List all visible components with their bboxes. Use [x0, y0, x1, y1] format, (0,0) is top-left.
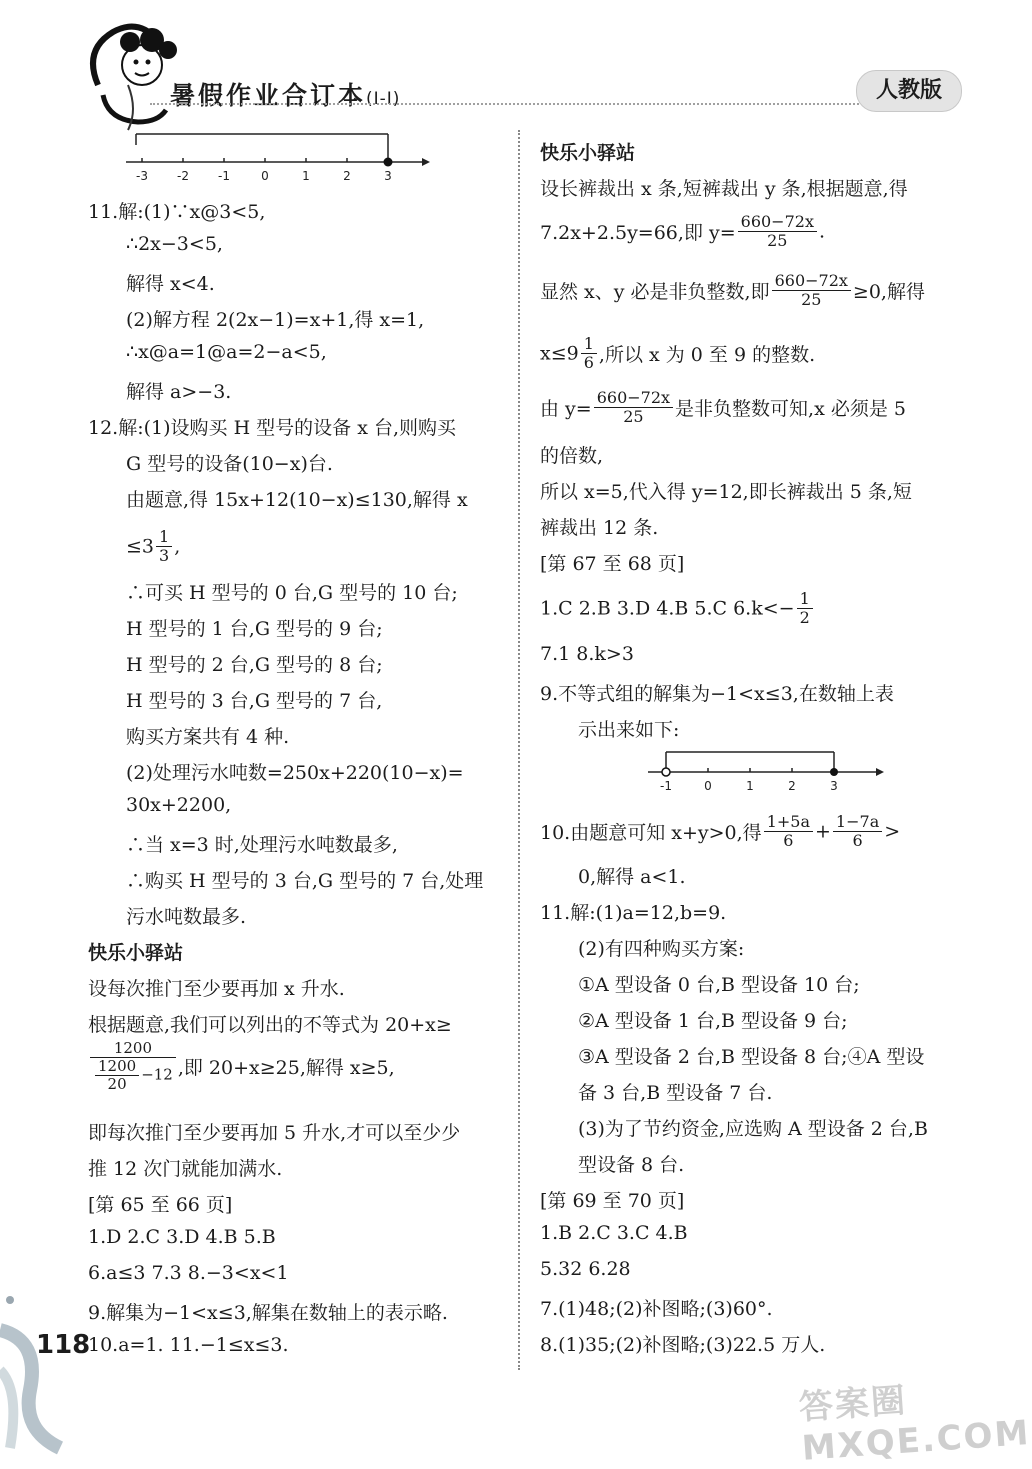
text-fragment: 7.2x+2.5y=66,即 y=: [540, 222, 736, 244]
text-line: [540, 272, 925, 309]
fraction-numerator: 1: [581, 335, 597, 354]
text-fragment: .: [818, 220, 826, 243]
fraction-numerator: 660−72x: [738, 213, 817, 232]
text-line: (2)解方程 2(2x−1)=x+1,得 x=1,: [126, 309, 425, 331]
inner-numerator: 1200: [95, 1058, 139, 1076]
number-line-top: [126, 130, 436, 185]
text-fragment: +: [815, 820, 831, 843]
watermark: 答案圈 MXQE.COM: [797, 1380, 1032, 1469]
text-fragment: 显然 x、y 必是非负整数,即: [540, 281, 770, 303]
section-heading: 快乐小驿站: [88, 942, 184, 964]
text-fragment: ≤3: [126, 535, 155, 558]
text-line: 12.解:(1)设购买 H 型号的设备 x 台,则购买: [88, 417, 457, 439]
page-header: [0, 0, 1000, 140]
text-fragment: >: [884, 820, 901, 843]
tick-label: 2: [788, 779, 796, 793]
text-line: ∴购买 H 型号的 3 台,G 型号的 7 台,处理: [126, 870, 484, 892]
tick-label: 3: [830, 779, 838, 793]
fraction: [738, 213, 817, 250]
fraction: [797, 590, 813, 627]
page-number: 118: [36, 1330, 91, 1360]
text-line: 设长裤裁出 x 条,短裤裁出 y 条,根据题意,得: [540, 178, 908, 200]
text-line: (2)有四种购买方案:: [578, 938, 745, 960]
text-line: 推 12 次门就能加满水.: [88, 1158, 283, 1180]
text-line: 10.a=1. 11.−1≤x≤3.: [88, 1334, 289, 1356]
fraction-numerator: 660−72x: [772, 272, 851, 291]
text-line: ②A 型设备 1 台,B 型设备 9 台;: [578, 1010, 848, 1032]
text-line: 所以 x=5,代入得 y=12,即长裤裁出 5 条,短: [540, 481, 912, 503]
text-line: 1.B 2.C 3.C 4.B: [540, 1222, 688, 1244]
fraction: [833, 813, 882, 850]
fraction: [581, 335, 597, 372]
text-line: 1.D 2.C 3.D 4.B 5.B: [88, 1226, 276, 1248]
section-heading: 快乐小驿站: [540, 142, 636, 164]
text-line: ∴x@a=1@a=2−a<5,: [126, 341, 327, 363]
text-line: 7.1 8.k>3: [540, 643, 634, 665]
text-line: 由题意,得 15x+12(10−x)≤130,解得 x: [126, 489, 468, 511]
tick-label: -2: [177, 169, 189, 183]
text-line: [88, 1040, 395, 1093]
text-line: 备 3 台,B 型设备 7 台.: [578, 1082, 773, 1104]
text-line: H 型号的 2 台,G 型号的 8 台;: [126, 654, 383, 676]
text-line: [540, 590, 815, 627]
text-line: 解得 x<4.: [126, 273, 215, 295]
fraction-numerator: 1+5a: [764, 813, 813, 832]
fraction-numerator: 1: [797, 590, 813, 609]
text-line: [540, 389, 906, 426]
tick-label: 1: [302, 169, 310, 183]
text-line: ∴2x−3<5,: [126, 233, 223, 255]
text-line: 6.a≤3 7.3 8.−3<x<1: [88, 1262, 289, 1284]
text-fragment: ,即 20+x≥25,解得 x≥5,: [177, 1057, 395, 1079]
text-line: 示出来如下:: [578, 719, 680, 741]
inner-fraction: [95, 1058, 139, 1093]
tick-label: 1: [746, 779, 754, 793]
text-line: 11.解:(1)∵x@3<5,: [88, 201, 266, 223]
text-line: 型设备 8 台.: [578, 1154, 685, 1176]
tick-label: 3: [384, 169, 392, 183]
fraction-denominator: 25: [623, 407, 644, 426]
text-line: 裤裁出 12 条.: [540, 517, 659, 539]
fraction-denominator: [90, 1058, 176, 1093]
fraction-denominator: 25: [767, 231, 788, 250]
fraction-numerator: 1−7a: [833, 813, 882, 832]
text-line: 根据题意,我们可以列出的不等式为 20+x≥: [88, 1014, 452, 1036]
fraction-numerator: 660−72x: [594, 389, 673, 408]
fraction: [764, 813, 813, 850]
text-line: [540, 213, 825, 250]
text-line: 即每次推门至少要再加 5 升水,才可以至少少: [88, 1122, 461, 1144]
text-line: 0,解得 a<1.: [578, 866, 686, 888]
text-fragment: ,所以 x 为 0 至 9 的整数.: [598, 344, 816, 366]
section-label: [第 65 至 66 页]: [88, 1194, 233, 1216]
fraction-denominator: 25: [801, 290, 822, 309]
text-line: ∴当 x=3 时,处理污水吨数最多,: [126, 834, 398, 856]
text-line: [540, 813, 900, 850]
fraction: [156, 528, 172, 565]
text-line: 9.不等式组的解集为−1<x≤3,在数轴上表: [540, 683, 894, 705]
compound-fraction: [90, 1040, 176, 1093]
text-line: 30x+2200,: [126, 794, 232, 816]
edition-badge: 人教版: [856, 70, 962, 112]
tick-label: -1: [660, 779, 672, 793]
text-line: 设每次推门至少要再加 x 升水.: [88, 978, 345, 1000]
text-fragment: ,: [174, 535, 181, 558]
text-line: 5.32 6.28: [540, 1258, 631, 1280]
text-line: H 型号的 1 台,G 型号的 9 台;: [126, 618, 383, 640]
text-line: G 型号的设备(10−x)台.: [126, 453, 333, 475]
text-line: 11.解:(1)a=12,b=9.: [540, 902, 727, 924]
column-divider: [518, 130, 520, 1370]
tick-label: 0: [704, 779, 712, 793]
fraction: [594, 389, 673, 426]
number-line-middle: [648, 746, 908, 796]
tick-label: -3: [136, 169, 148, 183]
text-line: 8.(1)35;(2)补图略;(3)22.5 万人.: [540, 1334, 826, 1356]
section-label: [第 67 至 68 页]: [540, 553, 685, 575]
tick-label: 2: [343, 169, 351, 183]
fraction-denominator: 6: [852, 831, 863, 850]
fraction-denominator: 6: [783, 831, 794, 850]
text-line: 解得 a>−3.: [126, 381, 232, 403]
text-line: ∴可买 H 型号的 0 台,G 型号的 10 台;: [126, 582, 458, 604]
header-rule: [150, 103, 870, 105]
text-line: ③A 型设备 2 台,B 型设备 8 台;④A 型设: [578, 1046, 925, 1068]
book-volume: (Ⅰ-Ⅰ): [366, 89, 401, 109]
text-line: ①A 型设备 0 台,B 型设备 10 台;: [578, 974, 860, 996]
tick-label: -1: [218, 169, 230, 183]
book-title: [170, 76, 400, 112]
text-fragment: x≤9: [540, 342, 579, 365]
text-fragment: −12: [141, 1065, 173, 1084]
text-fragment: 1.C 2.B 3.D 4.B 5.C 6.k<−: [540, 597, 795, 620]
text-line: [540, 335, 815, 372]
fraction: [772, 272, 851, 309]
text-line: [126, 528, 180, 565]
text-fragment: 由 y=: [540, 398, 592, 420]
text-fragment: 是非负整数可知,x 必须是 5: [675, 398, 906, 420]
text-line: 的倍数,: [540, 445, 604, 467]
fraction-denominator: 3: [159, 546, 170, 565]
fraction-denominator: 6: [583, 353, 594, 372]
text-line: 污水吨数最多.: [126, 906, 247, 928]
text-line: H 型号的 3 台,G 型号的 7 台,: [126, 690, 383, 712]
text-line: (2)处理污水吨数=250x+220(10−x)=: [126, 762, 464, 784]
book-title-text: 暑假作业合订本: [170, 81, 367, 110]
section-label: [第 69 至 70 页]: [540, 1190, 685, 1212]
text-line: 购买方案共有 4 种.: [126, 726, 290, 748]
fraction-numerator: 1: [156, 528, 172, 547]
text-fragment: ≥0,解得: [852, 281, 925, 303]
text-line: 9.解集为−1<x≤3,解集在数轴上的表示略.: [88, 1302, 448, 1324]
inner-denominator: 20: [107, 1075, 127, 1093]
text-fragment: 10.由题意可知 x+y>0,得: [540, 822, 762, 844]
fraction-numerator: 1200: [90, 1040, 176, 1058]
text-line: (3)为了节约资金,应选购 A 型设备 2 台,B: [578, 1118, 928, 1140]
mascot-logo: [78, 10, 248, 140]
tick-label: 0: [261, 169, 269, 183]
text-line: 7.(1)48;(2)补图略;(3)60°.: [540, 1298, 773, 1320]
fraction-denominator: 2: [799, 608, 810, 627]
